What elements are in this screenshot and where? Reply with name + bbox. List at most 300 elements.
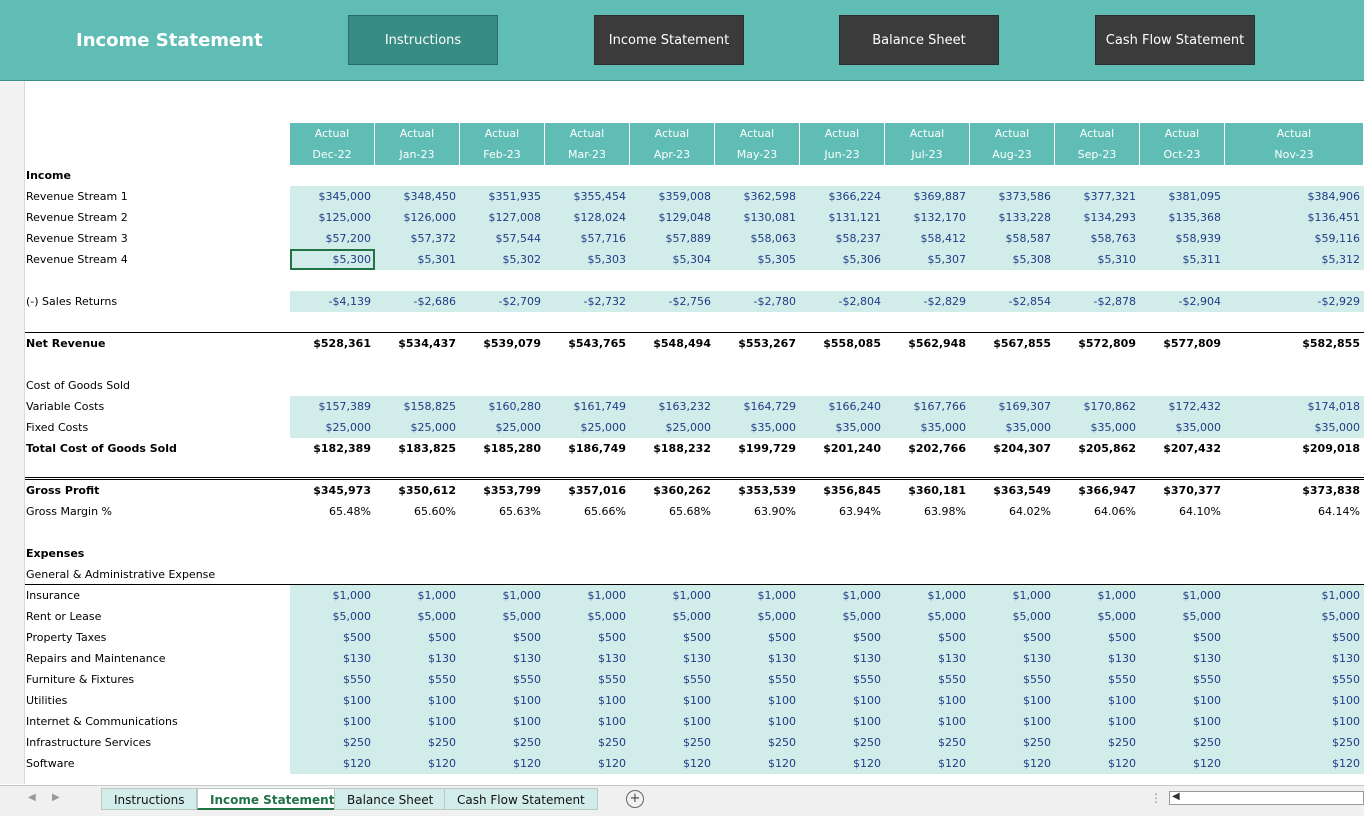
value-cell[interactable]: $188,232 <box>653 442 711 455</box>
value-cell[interactable]: $250 <box>630 732 715 753</box>
value-cell[interactable]: $100 <box>970 711 1055 732</box>
value-cell[interactable]: 64.06% <box>1094 505 1136 518</box>
nav-cash-flow-button[interactable]: Cash Flow Statement <box>1095 15 1255 65</box>
value-cell[interactable]: $250 <box>800 732 885 753</box>
sheet-tab-income-statement[interactable]: Income Statement <box>197 788 347 810</box>
value-cell[interactable]: $100 <box>715 711 800 732</box>
value-cell[interactable]: May-23 <box>715 144 800 165</box>
value-cell[interactable]: $5,000 <box>1140 606 1225 627</box>
value-cell[interactable]: $582,855 <box>1302 337 1360 350</box>
value-cell[interactable]: $120 <box>630 753 715 774</box>
value-cell[interactable]: -$2,929 <box>1225 291 1364 312</box>
value-cell[interactable]: $5,305 <box>715 249 800 270</box>
value-cell[interactable]: $5,302 <box>460 249 545 270</box>
row-repairs-maintenance[interactable] <box>25 648 1364 669</box>
value-cell[interactable]: $250 <box>1140 732 1225 753</box>
value-cell[interactable]: $500 <box>970 627 1055 648</box>
value-cell[interactable]: $130 <box>970 648 1055 669</box>
value-cell[interactable]: $128,024 <box>545 207 630 228</box>
value-cell[interactable]: $100 <box>885 690 970 711</box>
value-cell[interactable]: $543,765 <box>568 337 626 350</box>
row-fixed-costs[interactable] <box>25 417 1364 438</box>
value-cell[interactable]: -$2,756 <box>630 291 715 312</box>
value-cell[interactable]: $100 <box>290 690 375 711</box>
value-cell[interactable]: $130 <box>715 648 800 669</box>
value-cell[interactable]: $57,200 <box>290 228 375 249</box>
value-cell[interactable]: $528,361 <box>313 337 371 350</box>
value-cell[interactable]: $500 <box>375 627 460 648</box>
value-cell[interactable]: $5,000 <box>375 606 460 627</box>
value-cell[interactable]: $5,000 <box>885 606 970 627</box>
value-cell[interactable]: $500 <box>290 627 375 648</box>
value-cell[interactable]: $5,000 <box>1055 606 1140 627</box>
value-cell[interactable]: $100 <box>545 711 630 732</box>
value-cell[interactable]: $100 <box>800 690 885 711</box>
value-cell[interactable]: $550 <box>715 669 800 690</box>
value-cell[interactable]: Actual <box>1225 123 1364 144</box>
value-cell[interactable]: Actual <box>1140 123 1225 144</box>
value-cell[interactable]: $5,304 <box>630 249 715 270</box>
value-cell[interactable]: $550 <box>970 669 1055 690</box>
value-cell[interactable]: $164,729 <box>715 396 800 417</box>
value-cell[interactable]: $100 <box>1140 690 1225 711</box>
value-cell[interactable]: $186,749 <box>568 442 626 455</box>
value-cell[interactable]: $360,181 <box>908 484 966 497</box>
value-cell[interactable]: $35,000 <box>1140 417 1225 438</box>
value-cell[interactable]: $100 <box>545 690 630 711</box>
value-cell[interactable]: $209,018 <box>1302 442 1360 455</box>
value-cell[interactable]: Nov-23 <box>1225 144 1364 165</box>
value-cell[interactable]: $1,000 <box>1225 585 1364 606</box>
value-cell[interactable]: $100 <box>885 711 970 732</box>
value-cell[interactable]: $1,000 <box>800 585 885 606</box>
value-cell[interactable]: $174,018 <box>1225 396 1364 417</box>
row-revenue-stream-3[interactable] <box>25 228 1364 249</box>
value-cell[interactable]: $158,825 <box>375 396 460 417</box>
value-cell[interactable]: $130 <box>545 648 630 669</box>
value-cell[interactable]: $120 <box>460 753 545 774</box>
value-cell[interactable]: $550 <box>1225 669 1364 690</box>
value-cell[interactable]: $201,240 <box>823 442 881 455</box>
value-cell[interactable]: $1,000 <box>375 585 460 606</box>
row-gross-margin[interactable] <box>25 501 1364 522</box>
value-cell[interactable]: $369,887 <box>885 186 970 207</box>
value-cell[interactable]: $5,000 <box>460 606 545 627</box>
value-cell[interactable]: $381,095 <box>1140 186 1225 207</box>
value-cell[interactable]: Dec-22 <box>290 144 375 165</box>
value-cell[interactable]: $100 <box>715 690 800 711</box>
value-cell[interactable]: Actual <box>375 123 460 144</box>
value-cell[interactable]: $1,000 <box>630 585 715 606</box>
value-cell[interactable]: $35,000 <box>885 417 970 438</box>
value-cell[interactable]: $59,116 <box>1225 228 1364 249</box>
value-cell[interactable]: $373,586 <box>970 186 1055 207</box>
value-cell[interactable]: $100 <box>1055 711 1140 732</box>
value-cell[interactable]: $1,000 <box>460 585 545 606</box>
value-cell[interactable]: $120 <box>970 753 1055 774</box>
value-cell[interactable]: $183,825 <box>398 442 456 455</box>
row-variable-costs[interactable] <box>25 396 1364 417</box>
value-cell[interactable]: $157,389 <box>290 396 375 417</box>
value-cell[interactable]: $100 <box>1055 690 1140 711</box>
value-cell[interactable]: $250 <box>545 732 630 753</box>
value-cell[interactable]: $5,308 <box>970 249 1055 270</box>
value-cell[interactable]: $353,799 <box>483 484 541 497</box>
value-cell[interactable]: $100 <box>375 690 460 711</box>
value-cell[interactable]: $550 <box>630 669 715 690</box>
right-arrow-icon[interactable]: ▶ <box>52 792 60 803</box>
value-cell[interactable]: $166,240 <box>800 396 885 417</box>
value-cell[interactable]: $548,494 <box>653 337 711 350</box>
row-internet-communications[interactable] <box>25 711 1364 732</box>
value-cell[interactable]: Actual <box>545 123 630 144</box>
value-cell[interactable]: -$2,780 <box>715 291 800 312</box>
row-revenue-stream-4[interactable] <box>25 249 1364 270</box>
value-cell[interactable]: $100 <box>1225 690 1364 711</box>
value-cell[interactable]: $100 <box>630 690 715 711</box>
value-cell[interactable]: Actual <box>630 123 715 144</box>
value-cell[interactable]: $136,451 <box>1225 207 1364 228</box>
value-cell[interactable]: $359,008 <box>630 186 715 207</box>
value-cell[interactable]: $1,000 <box>290 585 375 606</box>
value-cell[interactable]: $250 <box>970 732 1055 753</box>
value-cell[interactable]: 65.60% <box>414 505 456 518</box>
value-cell[interactable]: $5,000 <box>970 606 1055 627</box>
value-cell[interactable]: $351,935 <box>460 186 545 207</box>
value-cell[interactable]: $182,389 <box>313 442 371 455</box>
value-cell[interactable]: $373,838 <box>1302 484 1360 497</box>
value-cell[interactable]: $25,000 <box>545 417 630 438</box>
value-cell[interactable]: 64.02% <box>1009 505 1051 518</box>
value-cell[interactable]: 65.66% <box>584 505 626 518</box>
value-cell[interactable]: Jul-23 <box>885 144 970 165</box>
value-cell[interactable]: $345,973 <box>313 484 371 497</box>
value-cell[interactable]: $130 <box>630 648 715 669</box>
value-cell[interactable]: $57,372 <box>375 228 460 249</box>
value-cell[interactable]: $135,368 <box>1140 207 1225 228</box>
value-cell[interactable]: 64.10% <box>1179 505 1221 518</box>
row-revenue-stream-2[interactable] <box>25 207 1364 228</box>
value-cell[interactable]: $562,948 <box>908 337 966 350</box>
row-infrastructure-services[interactable] <box>25 732 1364 753</box>
sheet-tab-balance-sheet[interactable]: Balance Sheet <box>334 788 446 810</box>
value-cell[interactable]: $5,307 <box>885 249 970 270</box>
value-cell[interactable]: $160,280 <box>460 396 545 417</box>
value-cell[interactable]: $360,262 <box>653 484 711 497</box>
value-cell[interactable]: $5,312 <box>1225 249 1364 270</box>
value-cell[interactable]: $250 <box>290 732 375 753</box>
value-cell[interactable]: $553,267 <box>738 337 796 350</box>
value-cell[interactable]: $120 <box>545 753 630 774</box>
value-cell[interactable]: $100 <box>1140 711 1225 732</box>
value-cell[interactable]: $5,000 <box>800 606 885 627</box>
value-cell[interactable]: $353,539 <box>738 484 796 497</box>
nav-balance-sheet-button[interactable]: Balance Sheet <box>839 15 999 65</box>
value-cell[interactable]: $350,612 <box>398 484 456 497</box>
value-cell[interactable]: $120 <box>800 753 885 774</box>
value-cell[interactable]: $130 <box>460 648 545 669</box>
value-cell[interactable]: $161,749 <box>545 396 630 417</box>
nav-instructions-button[interactable]: Instructions <box>348 15 498 65</box>
value-cell[interactable]: $550 <box>375 669 460 690</box>
value-cell[interactable]: $126,000 <box>375 207 460 228</box>
value-cell[interactable]: $202,766 <box>908 442 966 455</box>
value-cell[interactable]: $500 <box>1140 627 1225 648</box>
value-cell[interactable]: $558,085 <box>823 337 881 350</box>
value-cell[interactable]: $500 <box>630 627 715 648</box>
value-cell[interactable]: $5,000 <box>715 606 800 627</box>
value-cell[interactable]: $370,377 <box>1163 484 1221 497</box>
value-cell[interactable]: Jun-23 <box>800 144 885 165</box>
value-cell[interactable]: $35,000 <box>1055 417 1140 438</box>
value-cell[interactable]: $362,598 <box>715 186 800 207</box>
value-cell[interactable]: $1,000 <box>885 585 970 606</box>
value-cell[interactable]: $577,809 <box>1163 337 1221 350</box>
value-cell[interactable]: $355,454 <box>545 186 630 207</box>
value-cell[interactable]: Actual <box>1055 123 1140 144</box>
value-cell[interactable]: $366,224 <box>800 186 885 207</box>
value-cell[interactable]: Actual <box>970 123 1055 144</box>
value-cell[interactable]: $572,809 <box>1078 337 1136 350</box>
value-cell[interactable]: Feb-23 <box>460 144 545 165</box>
value-cell[interactable]: -$2,854 <box>970 291 1055 312</box>
row-rent-lease[interactable] <box>25 606 1364 627</box>
value-cell[interactable]: $377,321 <box>1055 186 1140 207</box>
value-cell[interactable]: $131,121 <box>800 207 885 228</box>
value-cell[interactable]: $130 <box>1140 648 1225 669</box>
value-cell[interactable]: $1,000 <box>1055 585 1140 606</box>
value-cell[interactable]: $130 <box>800 648 885 669</box>
value-cell[interactable]: Apr-23 <box>630 144 715 165</box>
row-label: Total Cost of Goods Sold <box>26 442 177 455</box>
value-cell[interactable]: $207,432 <box>1163 442 1221 455</box>
value-cell[interactable]: $25,000 <box>630 417 715 438</box>
value-cell[interactable]: $170,862 <box>1055 396 1140 417</box>
value-cell[interactable]: $125,000 <box>290 207 375 228</box>
value-cell[interactable]: $1,000 <box>1140 585 1225 606</box>
row-gross-profit[interactable] <box>25 480 1364 501</box>
horizontal-scrollbar[interactable] <box>1169 791 1364 805</box>
value-cell[interactable]: $172,432 <box>1140 396 1225 417</box>
value-cell[interactable]: $35,000 <box>800 417 885 438</box>
value-cell[interactable]: $5,000 <box>545 606 630 627</box>
value-cell[interactable]: 65.48% <box>329 505 371 518</box>
value-cell[interactable]: $100 <box>460 711 545 732</box>
value-cell[interactable]: $5,301 <box>375 249 460 270</box>
value-cell[interactable]: $250 <box>715 732 800 753</box>
scroll-left-icon[interactable]: ◀ <box>1172 791 1180 802</box>
value-cell[interactable]: $120 <box>1055 753 1140 774</box>
value-cell[interactable]: $539,079 <box>483 337 541 350</box>
value-cell[interactable]: $185,280 <box>483 442 541 455</box>
value-cell[interactable]: $134,293 <box>1055 207 1140 228</box>
value-cell[interactable]: $250 <box>1225 732 1364 753</box>
value-cell[interactable]: $345,000 <box>290 186 375 207</box>
value-cell[interactable]: $384,906 <box>1225 186 1364 207</box>
value-cell[interactable]: $100 <box>290 711 375 732</box>
value-cell[interactable]: $500 <box>460 627 545 648</box>
add-sheet-icon[interactable]: + <box>626 790 644 808</box>
value-cell[interactable]: $169,307 <box>970 396 1055 417</box>
value-cell[interactable]: -$2,829 <box>885 291 970 312</box>
value-cell[interactable]: $130,081 <box>715 207 800 228</box>
row-software[interactable] <box>25 753 1364 774</box>
row-insurance[interactable] <box>25 585 1364 606</box>
value-cell[interactable]: -$2,878 <box>1055 291 1140 312</box>
value-cell[interactable]: 64.14% <box>1318 505 1360 518</box>
value-cell[interactable]: $567,855 <box>993 337 1051 350</box>
value-cell[interactable]: $250 <box>460 732 545 753</box>
value-cell[interactable]: -$2,904 <box>1140 291 1225 312</box>
value-cell[interactable]: $5,303 <box>545 249 630 270</box>
value-cell[interactable]: $25,000 <box>290 417 375 438</box>
value-cell[interactable]: $120 <box>885 753 970 774</box>
value-cell[interactable]: $550 <box>290 669 375 690</box>
value-cell[interactable]: 63.90% <box>754 505 796 518</box>
value-cell[interactable]: $1,000 <box>970 585 1055 606</box>
value-cell[interactable]: Sep-23 <box>1055 144 1140 165</box>
value-cell[interactable]: $500 <box>800 627 885 648</box>
value-cell[interactable]: Actual <box>290 123 375 144</box>
value-cell[interactable]: Actual <box>800 123 885 144</box>
value-cell[interactable]: $120 <box>715 753 800 774</box>
value-cell[interactable]: $167,766 <box>885 396 970 417</box>
value-cell[interactable]: $100 <box>460 690 545 711</box>
value-cell[interactable]: $500 <box>885 627 970 648</box>
value-cell[interactable]: $348,450 <box>375 186 460 207</box>
value-cell[interactable]: $120 <box>375 753 460 774</box>
value-cell[interactable]: $357,016 <box>568 484 626 497</box>
value-cell[interactable]: $5,310 <box>1055 249 1140 270</box>
value-cell[interactable]: $550 <box>545 669 630 690</box>
value-cell[interactable]: $550 <box>885 669 970 690</box>
value-cell[interactable]: $1,000 <box>545 585 630 606</box>
value-cell[interactable]: $127,008 <box>460 207 545 228</box>
value-cell[interactable]: Aug-23 <box>970 144 1055 165</box>
row-total-cogs[interactable] <box>25 438 1364 459</box>
value-cell[interactable]: $25,000 <box>460 417 545 438</box>
value-cell[interactable]: $5,311 <box>1140 249 1225 270</box>
value-cell[interactable]: $58,939 <box>1140 228 1225 249</box>
value-cell[interactable]: $130 <box>1055 648 1140 669</box>
row-revenue-stream-1[interactable] <box>25 186 1364 207</box>
value-cell[interactable]: $58,063 <box>715 228 800 249</box>
value-cell[interactable]: $130 <box>885 648 970 669</box>
more-options-icon[interactable]: ⋮ <box>1150 791 1162 805</box>
row-sales-returns[interactable] <box>25 291 1364 312</box>
value-cell[interactable]: 63.98% <box>924 505 966 518</box>
value-cell[interactable]: $205,862 <box>1078 442 1136 455</box>
value-cell[interactable]: $250 <box>1055 732 1140 753</box>
value-cell[interactable]: $132,170 <box>885 207 970 228</box>
value-cell[interactable]: $1,000 <box>715 585 800 606</box>
value-cell[interactable]: $534,437 <box>398 337 456 350</box>
row-furniture-fixtures[interactable] <box>25 669 1364 690</box>
value-cell[interactable]: $120 <box>1225 753 1364 774</box>
value-cell[interactable]: $58,412 <box>885 228 970 249</box>
value-cell[interactable]: $35,000 <box>715 417 800 438</box>
value-cell[interactable]: $100 <box>375 711 460 732</box>
value-cell[interactable]: $58,763 <box>1055 228 1140 249</box>
value-cell[interactable]: $550 <box>1140 669 1225 690</box>
value-cell[interactable]: $130 <box>375 648 460 669</box>
value-cell[interactable]: $133,228 <box>970 207 1055 228</box>
value-cell[interactable]: $550 <box>1055 669 1140 690</box>
value-cell[interactable]: $130 <box>1225 648 1364 669</box>
value-cell[interactable]: $58,587 <box>970 228 1055 249</box>
value-cell[interactable]: $58,237 <box>800 228 885 249</box>
value-cell[interactable]: Oct-23 <box>1140 144 1225 165</box>
value-cell[interactable]: $5,000 <box>290 606 375 627</box>
value-cell[interactable]: Actual <box>715 123 800 144</box>
value-cell[interactable]: $356,845 <box>823 484 881 497</box>
value-cell[interactable]: $25,000 <box>375 417 460 438</box>
value-cell[interactable]: $250 <box>885 732 970 753</box>
value-cell[interactable]: $5,000 <box>630 606 715 627</box>
value-cell[interactable]: Actual <box>885 123 970 144</box>
value-cell[interactable]: $550 <box>800 669 885 690</box>
value-cell[interactable]: $100 <box>630 711 715 732</box>
value-cell[interactable]: Jan-23 <box>375 144 460 165</box>
value-cell[interactable]: $100 <box>800 711 885 732</box>
nav-income-statement-button[interactable]: Income Statement <box>594 15 744 65</box>
value-cell[interactable]: $5,000 <box>1225 606 1364 627</box>
value-cell[interactable]: $500 <box>545 627 630 648</box>
value-cell[interactable]: $199,729 <box>738 442 796 455</box>
value-cell[interactable]: Mar-23 <box>545 144 630 165</box>
sheet-tab-instructions[interactable]: Instructions <box>101 788 197 810</box>
value-cell[interactable]: 65.68% <box>669 505 711 518</box>
value-cell[interactable]: $129,048 <box>630 207 715 228</box>
value-cell[interactable]: -$2,686 <box>375 291 460 312</box>
value-cell[interactable]: $57,544 <box>460 228 545 249</box>
value-cell[interactable]: $130 <box>290 648 375 669</box>
value-cell[interactable]: $163,232 <box>630 396 715 417</box>
row-net-revenue[interactable] <box>25 333 1364 354</box>
row-utilities[interactable] <box>25 690 1364 711</box>
value-cell[interactable]: $120 <box>290 753 375 774</box>
value-cell[interactable]: -$2,709 <box>460 291 545 312</box>
spreadsheet-grid[interactable] <box>25 81 1364 784</box>
value-cell[interactable]: $57,889 <box>630 228 715 249</box>
value-cell[interactable]: -$4,139 <box>290 291 375 312</box>
value-cell[interactable]: $550 <box>460 669 545 690</box>
value-cell[interactable]: -$2,804 <box>800 291 885 312</box>
value-cell[interactable]: $100 <box>970 690 1055 711</box>
value-cell[interactable]: $500 <box>1225 627 1364 648</box>
value-cell[interactable]: $100 <box>1225 711 1364 732</box>
value-cell[interactable]: $500 <box>1055 627 1140 648</box>
value-cell[interactable]: 65.63% <box>499 505 541 518</box>
value-cell[interactable]: $363,549 <box>993 484 1051 497</box>
sheet-tab-cash-flow[interactable]: Cash Flow Statement <box>444 788 598 810</box>
value-cell[interactable]: $500 <box>715 627 800 648</box>
value-cell[interactable]: $35,000 <box>1225 417 1364 438</box>
value-cell[interactable]: $57,716 <box>545 228 630 249</box>
value-cell[interactable]: $5,306 <box>800 249 885 270</box>
value-cell[interactable]: $366,947 <box>1078 484 1136 497</box>
value-cell[interactable]: $250 <box>375 732 460 753</box>
value-cell[interactable]: Actual <box>460 123 545 144</box>
row-property-taxes[interactable] <box>25 627 1364 648</box>
value-cell[interactable]: -$2,732 <box>545 291 630 312</box>
value-cell[interactable]: $204,307 <box>993 442 1051 455</box>
value-cell[interactable]: $120 <box>1140 753 1225 774</box>
value-cell[interactable]: $35,000 <box>970 417 1055 438</box>
value-cell[interactable]: $5,300 <box>290 249 375 270</box>
value-cell[interactable]: 63.94% <box>839 505 881 518</box>
left-arrow-icon[interactable]: ◀ <box>28 792 36 803</box>
